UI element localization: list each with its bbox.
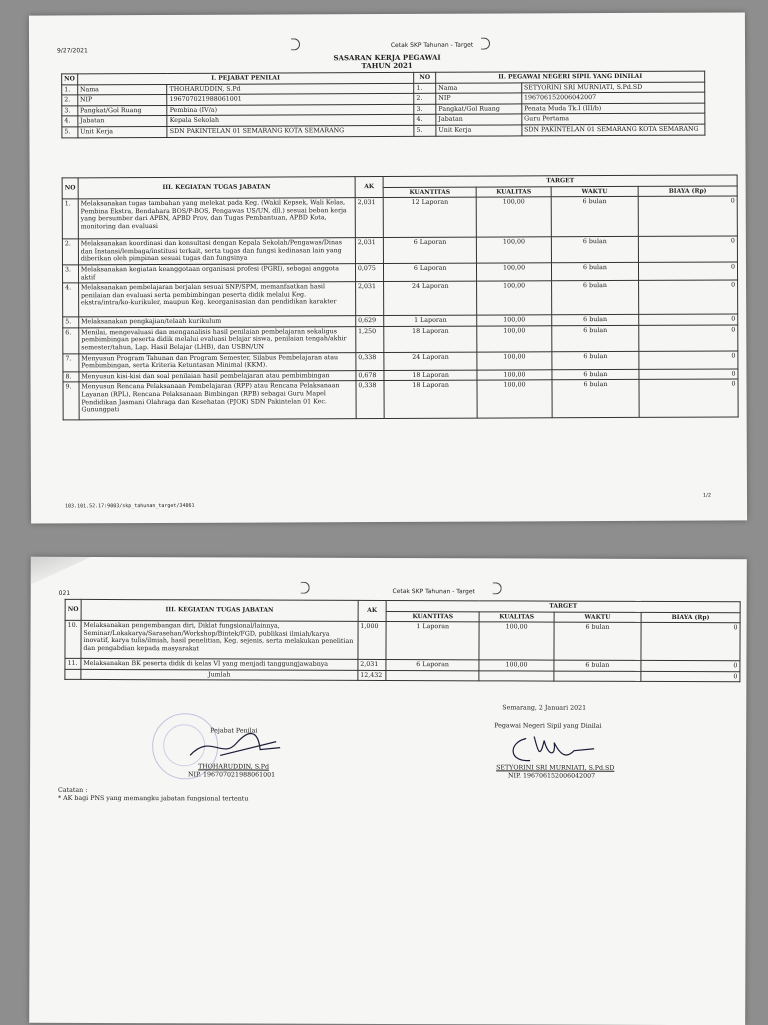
total-row xyxy=(65,669,740,682)
footer-url: 103.101.52.17:9003/skp_tahunan_target/34061 xyxy=(65,502,195,510)
col-waktu: WAKTU xyxy=(551,186,638,197)
col-kualitas: KUALITAS xyxy=(479,611,554,622)
document-title: SASARAN KERJA PEGAWAI xyxy=(333,52,441,63)
identity-row: 4. Jabatan Kepala Sekolah 4. Jabatan Guru Pertama xyxy=(62,113,705,126)
document-page-2 xyxy=(29,557,747,1025)
pejabat-nip: NIP. 196707021988061001 xyxy=(188,771,276,779)
page-number: 1/2 xyxy=(702,492,712,499)
pejabat-name: THOHARUDDIN, S.Pd xyxy=(198,763,270,771)
task-table xyxy=(62,174,739,420)
table-row: 6. Menilai, mengevaluasi dan menganalisis hasil penilaian pembelajaran sekaligus pembimbingan peserta didik melalui evaluasi belajar siswa, penilaian tengah/akhir semester/tahun, Lap. Hasil Belajar (LHB), dan USBN/UN 1,250 18 Laporan 100,00 6 bulan 0 xyxy=(63,325,738,354)
pegawai-label: Pegawai Negeri Sipil yang Dinilai xyxy=(494,722,602,730)
total-ak: 12,432 xyxy=(358,670,386,681)
identity-row: 1. Nama THOHARUDDIN, S.Pd 1. Nama SETYORINI SRI MURNIATI, S.Pd.SD xyxy=(62,82,705,95)
print-title: Cetak SKP Tahunan - Target xyxy=(392,588,475,596)
col-no: NO xyxy=(65,599,81,620)
table-row: 11. Melaksanakan BK peserta didik di kelas VI yang menjadi tanggungjawabnya 2,031 6 Laporan 100,00 6 bulan 0 xyxy=(65,659,740,672)
pegawai-signature xyxy=(504,730,604,768)
print-title: Cetak SKP Tahunan - Target xyxy=(390,41,474,49)
col-ak: AK xyxy=(355,177,383,198)
table-row: 8. Menyusun kisi-kisi dan soal penilaian hasil pembelajaran atau pembimbingan 0,678 18 Laporan 100,00 6 bulan 0 xyxy=(63,369,738,383)
col-no: NO xyxy=(414,72,436,83)
print-date: 021 xyxy=(58,589,71,597)
total-biaya: 0 xyxy=(641,671,740,682)
pegawai-name: SETYORINI SRI MURNIATI, S.Pd.SD xyxy=(496,764,615,772)
col-target: TARGET xyxy=(386,600,740,612)
table-row: 2. Melaksanakan koordinasi dan konsultasi dengan Kepala Sekolah/Pengawas/Dinas dan Instansi/lembaga/institusi terkait, serta tugas dan fungsi kedinasan lain yang diberikan oleh pimpinan sesuai tugas dan fungsinya 2,031 6 Laporan 100,00 6 bulan 0 xyxy=(62,236,737,265)
col-target: TARGET xyxy=(383,175,737,187)
catatan-text: * AK bagi PNS yang memangku jabatan fungsional tertentu xyxy=(57,794,249,803)
col-no: NO xyxy=(62,178,78,199)
print-date: 9/27/2021 xyxy=(57,47,88,55)
table-row: 9. Menyusun Rencana Pelaksanaan Pembelajaran (RPP) atau Rencana Pelaksanaan Layanan (RPL), Rencana Pelaksanaan Bimbingan (RPB) sebagai Guru Mapel Pendidikan Jasmani Olahraga dan Kesehatan (PJOK) SDN Pakintelan 01 Kec. Gunungpati 0,338 18 Laporan 100,00 6 bulan 0 xyxy=(63,379,738,420)
document-year: TAHUN 2021 xyxy=(361,60,413,71)
total-label: Jumlah xyxy=(81,669,358,681)
pegawai-header: II. PEGAWAI NEGERI SIPIL YANG DINILAI xyxy=(436,71,705,83)
table-row: 4. Melaksanakan pembelajaran berjalan sesuai SNP/SPM, memanfaatkan hasil penilaian dan evaluasi serta pembimbingan peserta didik melalui Keg. ekstra/intra/ko-kurikuler, maupun Keg. keorganisasian dan pendidikan karakter 2,031 24 Laporan 100,00 6 bulan 0 xyxy=(63,280,738,317)
table-row: 3. Melaksanakan kegiatan keanggotaan organisasi profesi (PGRI), sebagai anggota aktif 0,075 6 Laporan 100,00 6 bulan 0 xyxy=(62,262,737,283)
folded-corner xyxy=(31,557,91,585)
table-row: 5. Melaksanakan pengkajian/telaah kurikulum 0,629 1 Laporan 100,00 6 bulan 0 xyxy=(63,314,738,328)
identity-row: 2. NIP 196707021988061001 2. NIP 196706152006042007 xyxy=(62,92,705,105)
col-no: NO xyxy=(62,74,78,85)
identity-row: 3. Pangkat/Gol Ruang Pembina (IV/a) 3. Pangkat/Gol Ruang Penata Muda Tk.I (III/b) xyxy=(62,103,705,116)
col-kegiatan: III. KEGIATAN TUGAS JABATAN xyxy=(78,177,355,199)
document-page-1 xyxy=(29,12,747,523)
col-kuantitas: KUANTITAS xyxy=(386,611,479,622)
catatan-label: Catatan : xyxy=(57,786,88,794)
pejabat-signature xyxy=(180,725,290,765)
col-kualitas: KUALITAS xyxy=(476,186,551,197)
col-biaya: BIAYA (Rp) xyxy=(638,186,737,197)
pejabat-label: Pejabat Penilai xyxy=(210,727,258,735)
table-row: 7. Menyusun Program Tahunan dan Program Semester, Silabus Pembelajaran atau Pembimbingan, serta Kriteria Ketuntasan Minimal (KKM). 0,338 24 Laporan 100,00 6 bulan 0 xyxy=(63,351,738,372)
place-date: Semarang, 2 Januari 2021 xyxy=(502,704,587,712)
pejabat-header: I. PEJABAT PENILAI xyxy=(77,72,413,84)
task-table-continued xyxy=(64,599,740,683)
table-row: 1. Melaksanakan tugas tambahan yang melekat pada Keg. (Wakil Kepsek, Wali Kelas, Pembina Ekstra, Bendahara BOS/P-BOS, Pengawas US/UN, dll.) sesuai beban kerja yang bersumber dari APBN, APBD Prov, dan Tugas Pembantuan, APBD Kota, monitoring dan evaluasi 2,031 12 Laporan 100,00 6 bulan 0 xyxy=(62,196,737,239)
identity-table xyxy=(61,71,705,138)
identity-row: 5. Unit Kerja SDN PAKINTELAN 01 SEMARANG KOTA SEMARANG 5. Unit Kerja SDN PAKINTELAN 01 SEMARANG KOTA SEMARANG xyxy=(62,124,705,137)
col-ak: AK xyxy=(358,600,386,621)
pegawai-nip: NIP. 196706152006042007 xyxy=(508,772,596,780)
table-row: 10. Melaksanakan pengembangan diri, Diklat fungsional/lainnya, Seminar/Lokakarya/Sarasehan/Workshop/Bintek/FGD, publikasi ilmiah/karya inovatif, karya tulis/ilmiah, hasil penelitian, Keg. sejenis, serta melakukan penelitian dan pengabdian kepada masyarakat 1,000 1 Laporan 100,00 6 bulan 0 xyxy=(65,621,740,661)
col-waktu: WAKTU xyxy=(554,612,641,623)
col-kuantitas: KUANTITAS xyxy=(383,187,476,198)
col-biaya: BIAYA (Rp) xyxy=(641,612,740,623)
col-kegiatan: III. KEGIATAN TUGAS JABATAN xyxy=(81,599,358,621)
